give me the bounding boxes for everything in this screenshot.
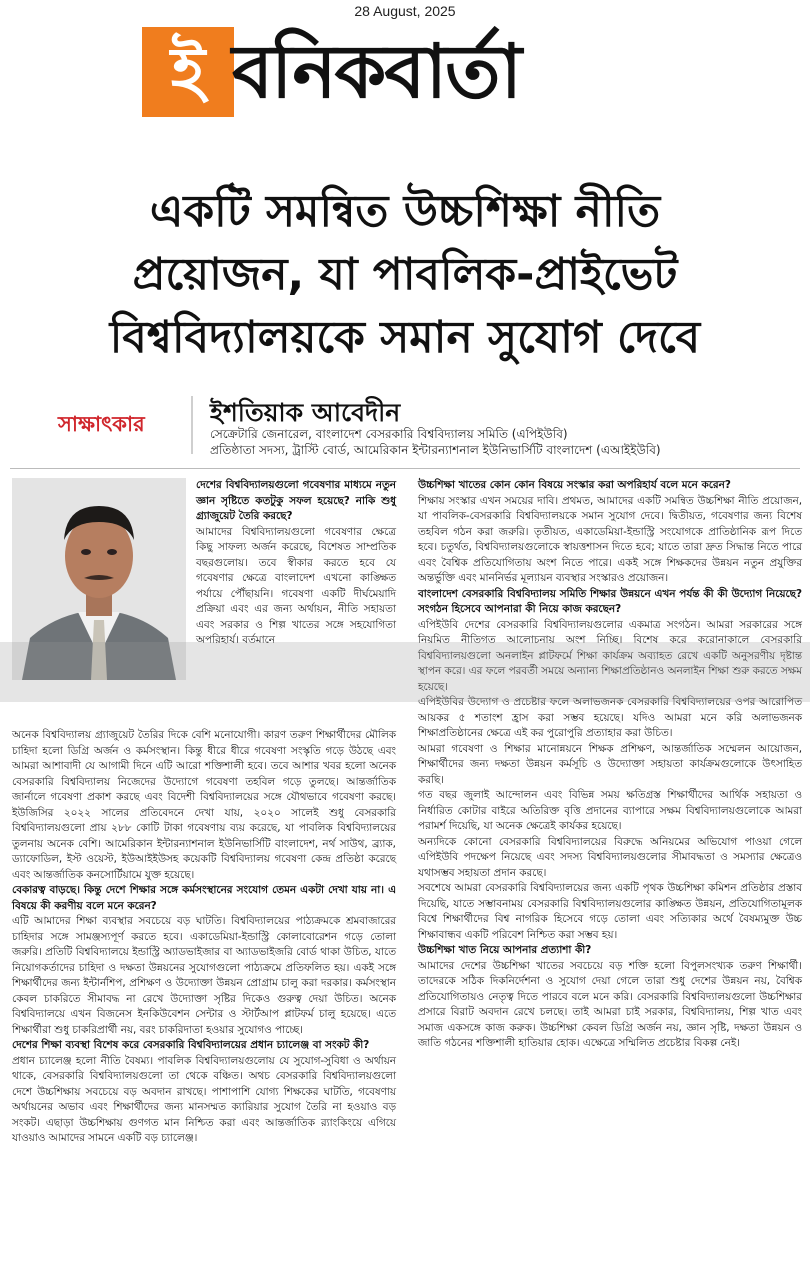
answer-5b: এপিইউবির উদ্যোগ ও প্রচেষ্টার ফলে অলাভজনক বেসরকারি বিশ্ববিদ্যালয়ের ওপর আরোপিত আয়কর ৫ শতাংশ হ্রাস করা সম্ভব হয়েছে। যদিও আমরা মনে করি অলাভজনক শিক্ষাপ্রতিষ্ঠানের ক্ষেত্রে এই কর পুরোপুরি প্রত্যাহার করা উচিত। <box>418 696 802 739</box>
question-2: বেকারত্ব বাড়ছে। কিন্তু দেশে শিক্ষার সঙ্গে কর্মসংস্থানের সংযোগ তেমন একটা দেখা যায় না। এ বিষয়ে কী করণীয় বলে মনে করেন? <box>12 884 396 912</box>
divider <box>191 396 193 454</box>
answer-1-continued: অনেক বিশ্ববিদ্যালয় গ্র্যাজুয়েট তৈরির দিকে বেশি মনোযোগী। কারণ তরুণ শিক্ষার্থীদের মৌলিক চাহিদা হলো ডিগ্রি অর্জন ও কর্মসংস্থান। কিন্তু ধীরে ধীরে গবেষণা সংস্কৃতি গড়ে উঠছে এবং আমরা আশাবাদী যে আগামী দিনে এটি আরো শক্তিশালী হবে। তবে আশার খবর হলো অনেক বেসরকারি বিশ্ববিদ্যালয় নিজেদের উদ্যোগে গবেষণা তহবিল গড়ে তুলছে। আন্তর্জাতিক জার্নালে গবেষণা প্রকাশ করছে এবং বিদেশী বিশ্ববিদ্যালয়ের সঙ্গে যৌথভাবে গবেষণা করছে। ইউজিসির ২০২২ সালের প্রতিবেদনে দেখা যায়, ২০২০ সালেই শুধু বেসরকারি বিশ্ববিদ্যালয়গুলো প্রায় ২৮৮ কোটি টাকা গবেষণায় ব্যয় করেছে, যা পাবলিক বিশ্ববিদ্যালয়ের তুলনায় অনেক বেশি। আমেরিকান ইন্টারন্যাশনাল ইউনিভার্সিটি বাংলাদেশ, নর্থ সাউথ, ব্র্যাক, ড্যাফোডিল, ইস্ট ওয়েস্ট, ইউআইইউসহ কয়েকটি বিশ্ববিদ্যালয় গবেষণা কেন্দ্র প্রতিষ্ঠা করেছে এবং আন্তর্জাতিক কনসোর্টিয়ামে যুক্ত হয়েছে। <box>12 729 396 881</box>
answer-4: শিক্ষায় সংস্কার এখন সময়ের দাবি। প্রথমত, আমাদের একটি সমন্বিত উচ্চশিক্ষা নীতি প্রয়োজন, যা পাবলিক-বেসরকারি বিশ্ববিদ্যালয়কে সমান সুযোগ দেবে। দ্বিতীয়ত, গবেষণার জন্য বিশেষ তহবিল গঠন করা জরুরি। তৃতীয়ত, একাডেমিয়া-ইন্ডাস্ট্রি সংযোগকে প্রাতিষ্ঠানিক রূপ দিতে হবে। চতুর্থত, বিশ্ববিদ্যালয়গুলোকে স্বায়ত্তশাসন দিতে হবে; যাতে তারা দ্রুত সিদ্ধান্ত নিতে পারে এবং বৈশ্বিক প্রতিযোগিতায় অংশ নিতে পারে। একই সঙ্গে শিক্ষকদের উন্নয়ন নতুন প্রযুক্তির অন্তর্ভুক্তি এবং মাননির্ভর মূল্যায়ন ব্যবস্থার সংস্কারও প্রয়োজন। <box>418 494 802 584</box>
headline-line-2: প্রয়োজন, যা পাবলিক-প্রাইভেট <box>132 249 678 300</box>
left-body-column <box>12 728 396 1147</box>
answer-5f: সবশেষে আমরা বেসরকারি বিশ্ববিদ্যালয়ের জন্য একটি পৃথক উচ্চশিক্ষা কমিশন প্রতিষ্ঠার প্রস্তাব দিয়েছি, যাতে সম্ভাবনাময় বেসরকারি বিশ্ববিদ্যালয়গুলোর কাঙ্ক্ষিত উন্নয়ন, প্রতিযোগিতামূলক বিশ্বে শিক্ষার্থীদের বিশ্ব নাগরিক হিসেবে গড়ে তোলা এবং সত্যিকার অর্থে বৈষম্যমুক্ত উচ্চ শিক্ষাবান্ধব একটি পরিবেশ নিশ্চিত করা সম্ভব হয়। <box>418 882 802 941</box>
question-5: বাংলাদেশ বেসরকারি বিশ্ববিদ্যালয় সমিতি শিক্ষার উন্নয়নে এখন পর্যন্ত কী কী উদ্যোগ নিয়েছে? সংগঠন হিসেবে আপনারা কী নিয়ে কাজ করছেন? <box>418 587 802 615</box>
answer-5e: অন্যদিকে কোনো বেসরকারি বিশ্ববিদ্যালয়ের বিরুদ্ধে অনিয়মের অভিযোগ পাওয়া গেলে এপিইউবি পদক্ষেপ নিয়েছে এবং সদস্য বিশ্ববিদ্যালয়গুলোর সীমাবদ্ধতা ও সমস্যার ক্ষেত্রেও যথাসম্ভব সহায়তা প্রদান করছে। <box>418 835 802 879</box>
question-4: উচ্চশিক্ষা খাতের কোন কোন বিষয়ে সংস্কার করা অপরিহার্য বলে মনে করেন? <box>418 479 731 491</box>
author-role-2: প্রতিষ্ঠাতা সদস্য, ট্রাস্টি বোর্ড, আমেরিকান ইন্টারন্যাশনাল ইউনিভার্সিটি বাংলাদেশ (এআইইউবি) <box>210 443 661 457</box>
header-rule <box>10 468 800 469</box>
author-name: ইশতিয়াক আবেদীন <box>210 398 401 427</box>
answer-3: প্রধান চ্যালেঞ্জ হলো নীতি বৈষম্য। পাবলিক বিশ্ববিদ্যালয়গুলোয় যে সুযোগ-সুবিধা ও অর্থায়ন থাকে, বেসরকারি বিশ্ববিদ্যালয়গুলো তা থেকে বঞ্চিত। অথচ বেসরকারি বিশ্ববিদ্যালয়গুলো দেশে উচ্চশিক্ষায় সবচেয়ে বড় অবদান রাখছে। পাশাপাশি যোগ্য শিক্ষকের ঘাটতি, গবেষণায় অর্থায়নের অভাব এবং শিক্ষার্থীদের জন্য মানসম্মত ক্যারিয়ার সুযোগ তৈরি না হওয়াও বড় সংকট। এছাড়া উচ্চশিক্ষায় গুণগত মান নিশ্চিত করা এবং আন্তর্জাতিক র‍্যাংকিংয়ে এগিয়ে যাওয়াও আমাদের সামনে একটি বড় চ্যালেঞ্জ। <box>12 1054 396 1144</box>
answer-1: আমাদের বিশ্ববিদ্যালয়গুলো গবেষণার ক্ষেত্রে কিছু সাফল্য অর্জন করেছে, বিশেষত সাম্প্রতিক বছরগুলোয়। তবে স্বীকার করতে হবে যে গবেষণার ক্ষেত্রে বাংলাদেশ এখনো কাঙ্ক্ষিত পর্যায়ে পৌঁছায়নি। গবেষণা একটি দীর্ঘমেয়াদি প্রক্রিয়া এবং এর জন্য অর্থায়ন, নীতি সহায়তা এবং সরকার ও শিল্প খাতের সঙ্গে সহযোগিতা অপরিহার্য। বর্তমানে <box>196 525 396 646</box>
question-1: দেশের বিশ্ববিদ্যালয়গুলো গবেষণার মাধ্যমে নতুন জ্ঞান সৃষ্টিতে কতটুকু সফল হয়েছে? নাকি শুধু গ্র্যাজুয়েট তৈরি করছে? <box>196 479 396 522</box>
answer-6: আমাদের দেশের উচ্চশিক্ষা খাতের সবচেয়ে বড় শক্তি হলো বিপুলসংখ্যক তরুণ শিক্ষার্থী। তাদেরকে সঠিক দিকনির্দেশনা ও সুযোগ দেয়া গেলে তারা শুধু দেশের উন্নয়ন নয়, বৈশ্বিক প্রতিযোগিতায়ও নেতৃত্ব দিতে পারবে বলে মনে করি। বেসরকারি বিশ্ববিদ্যালয়গুলো উচ্চশিক্ষার প্রসারে বিরাট অবদান রেখে চলছে। তাই আমরা চাই সরকার, বিশ্ববিদ্যালয়, শিল্প খাত এবং সমাজ একসঙ্গে কাজ করুক। উচ্চশিক্ষা কেবল ডিগ্রি অর্জন নয়, জ্ঞান সৃষ্টি, দক্ষতা উন্নয়ন ও জাতি গঠনের শক্তিশালী হাতিয়ার হোক। এক্ষেত্রে সম্মিলিত প্রচেষ্টার বিকল্প নেই। <box>418 959 802 1049</box>
answer-5a: এপিইউবি দেশের বেসরকারি বিশ্ববিদ্যালয়গুলোর একমাত্র সংগঠন। আমরা সরকারের সঙ্গে নিয়মিত নীতিগত আলোচনায় অংশ নিচ্ছি। বিশেষ করে করোনাকালে বেসরকারি বিশ্ববিদ্যালয়গুলো অনলাইন প্লাটফর্মে শিক্ষা কার্যক্রম অব্যাহত রেখে একটি অনুসরণীয় দৃষ্টান্ত স্থাপন করে। এর ফলে পরবর্তী সময়ে অন্যান্য শিক্ষাপ্রতিষ্ঠানও অনলাইন শিক্ষা শুরু করতে সক্ষম হয়েছে। <box>418 618 802 693</box>
logo-mark-glyph: ই <box>170 33 206 110</box>
brand-name: বনিকবার্তা <box>232 29 520 115</box>
section-label: সাক্ষাৎকার <box>58 412 145 436</box>
answer-5d: গত বছর জুলাই আন্দোলন এবং বিভিন্ন সময় ক্ষতিগ্রস্ত শিক্ষার্থীদের আর্থিক সহায়তা ও নির্ধারিত কোটার বাইরে অতিরিক্ত বৃত্তি প্রদানের ব্যাপারে সক্ষম বিশ্ববিদ্যালয়গুলোকে আমরা পরামর্শ দিয়েছি, যা অনেক ক্ষেত্রেই কার্যকর হয়েছে। <box>418 789 802 832</box>
question-6: উচ্চশিক্ষা খাত নিয়ে আপনার প্রত্যাশা কী? <box>418 944 592 956</box>
publication-date: 28 August, 2025 <box>354 3 456 19</box>
question-3: দেশের শিক্ষা ব্যবস্থা বিশেষ করে বেসরকারি বিশ্ববিদ্যালয়ের প্রধান চ্যালেঞ্জ বা সংকট কী? <box>12 1039 370 1051</box>
right-column <box>418 478 802 1052</box>
headline-line-3: বিশ্ববিদ্যালয়কে সমান সুযোগ দেবে <box>109 312 701 363</box>
headline <box>20 180 790 369</box>
author-roles <box>210 426 800 458</box>
answer-5c: আমরা গবেষণা ও শিক্ষার মানোন্নয়নে শিক্ষক প্রশিক্ষণ, আন্তর্জাতিক সম্মেলন আয়োজন, শিক্ষার্থীদের জন্য দক্ষতা উন্নয়ন কর্মসূচি ও উদ্যোক্তা সহায়তা কার্যক্রমগুলোকে উৎসাহিত করছি। <box>418 742 802 786</box>
author-role-1: সেক্রেটারি জেনারেল, বাংলাদেশ বেসরকারি বিশ্ববিদ্যালয় সমিতি (এপিইউবি) <box>210 427 568 441</box>
brand-logo-mark <box>142 27 234 117</box>
left-top-column <box>196 478 396 649</box>
answer-2: এটি আমাদের শিক্ষা ব্যবস্থার সবচেয়ে বড় ঘাটতি। বিশ্ববিদ্যালয়ের পাঠ্যক্রমকে শ্রমবাজারের চাহিদার সঙ্গে সামঞ্জস্যপূর্ণ করতে হবে। একাডেমিয়া-ইন্ডাস্ট্রি কোলাবোরেশন গড়ে তোলা জরুরি। প্রতিটি বিশ্ববিদ্যালয়ে ইন্ডাস্ট্রি অ্যাডভাইজার বা অ্যাডভাইজরি বোর্ড থাকা উচিত, যাতে নিয়োগকর্তাদের চাহিদা ও দক্ষতা উন্নয়নের সুযোগগুলো পাঠ্যক্রমে প্রতিফলিত হয়। একই সঙ্গে শিক্ষার্থীদের জন্য ইন্টার্নশিপ, প্রশিক্ষণ ও উদ্যোক্তা উন্নয়ন প্রোগ্রাম চালু করা দরকার। কর্মসংস্থান কেবল চাকরিতে সীমাবদ্ধ না রেখে উদ্যোক্তা সৃষ্টির দিকেও গুরুত্ব দেয়া উচিত। অনেক বিশ্ববিদ্যালয়ে এখন বিজনেস ইনকিউবেশন সেন্টার ও স্টার্টআপ প্লাটফর্ম চালু হয়েছে। এতে শিক্ষার্থীরা শুধু চাকরিপ্রার্থী নয়, বরং চাকরিদাতা হওয়ার সুযোগও পাচ্ছে। <box>12 915 396 1036</box>
headline-line-1: একটি সমন্বিত উচ্চশিক্ষা নীতি <box>149 186 661 237</box>
watermark-band <box>0 642 810 702</box>
